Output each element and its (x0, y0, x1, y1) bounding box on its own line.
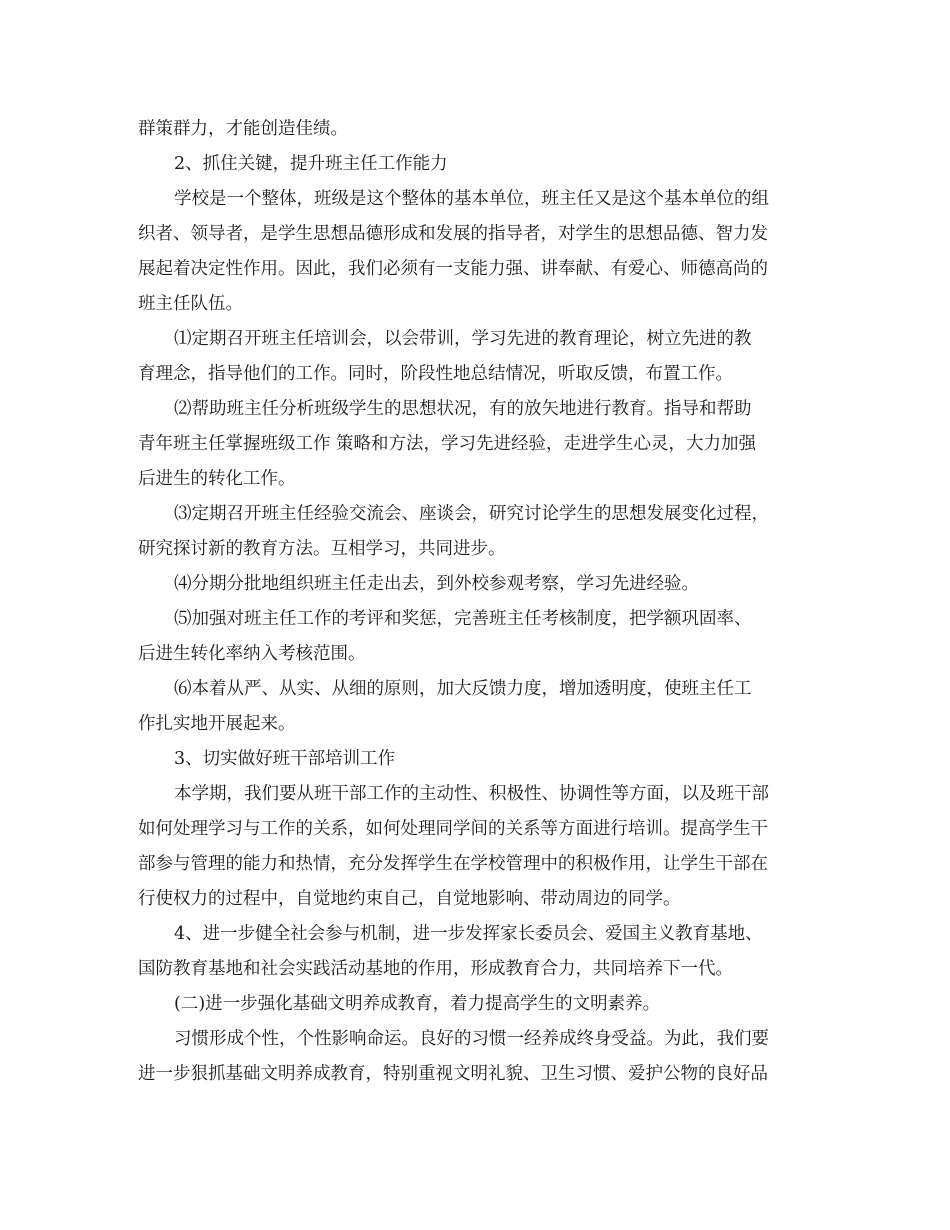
text-line: 本学期，我们要从班干部工作的主动性、积极性、协调性等方面，以及班干部 (174, 784, 769, 804)
section-heading: 2、抓住关键，提升班主任工作能力 (174, 154, 448, 174)
section-heading: (二)进一步强化基础文明养成教育，着力提高学生的文明素养。 (174, 994, 661, 1014)
text-line: ⑶定期召开班主任经验交流会、座谈会，研究讨论学生的思想发展变化过程， (174, 504, 769, 524)
text-line: ⑵帮助班主任分析班级学生的思想状况，有的放矢地进行教育。指导和帮助 (174, 399, 752, 419)
text-line: 后进生的转化工作。 (138, 469, 296, 489)
text-line: 班主任队伍。 (138, 294, 243, 314)
text-line: 学校是一个整体，班级是这个整体的基本单位，班主任又是这个基本单位的组 (174, 189, 769, 209)
text-line: 行使权力的过程中，自觉地约束自己，自觉地影响、带动周边的同学。 (138, 889, 681, 909)
text-line: 国防教育基地和社会实践活动基地的作用，形成教育合力，共同培养下一代。 (138, 959, 733, 979)
text-line: 习惯形成个性，个性影响命运。良好的习惯一经养成终身受益。为此，我们要 (174, 1029, 769, 1049)
text-line: 青年班主任掌握班级工作 策略和方法，学习先进经验，走进学生心灵，大力加强 (138, 434, 757, 454)
text-line: ⑸加强对班主任工作的考评和奖惩，完善班主任考核制度，把学额巩固率、 (174, 609, 752, 629)
text-line: ⑹本着从严、从实、从细的原则，加大反馈力度，增加透明度，使班主任工 (174, 679, 752, 699)
text-line: ⑴定期召开班主任培训会，以会带训，学习先进的教育理论，树立先进的教 (174, 329, 752, 349)
text-line: 展起着决定性作用。因此，我们必须有一支能力强、讲奉献、有爱心、师德高尚的 (138, 259, 768, 279)
text-line: 部参与管理的能力和热情，充分发挥学生在学校管理中的积极作用，让学生干部在 (138, 854, 768, 874)
text-line: 研究探讨新的教育方法。互相学习，共同进步。 (138, 539, 506, 559)
text-line: 织者、领导者，是学生思想品德形成和发展的指导者，对学生的思想品德、智力发 (138, 224, 768, 244)
text-line: ⑷分期分批地组织班主任走出去，到外校参观考察，学习先进经验。 (174, 574, 699, 594)
text-line: 育理念，指导他们的工作。同时，阶段性地总结情况，听取反馈，布置工作。 (138, 364, 733, 384)
text-line: 进一步狠抓基础文明养成教育，特别重视文明礼貌、卫生习惯、爱护公物的良好品 (138, 1064, 768, 1084)
text-line: 后进生转化率纳入考核范围。 (138, 644, 366, 664)
text-line: 如何处理学习与工作的关系，如何处理同学间的关系等方面进行培训。提高学生干 (138, 819, 768, 839)
text-line: 作扎实地开展起来。 (138, 714, 296, 734)
section-heading: 3、切实做好班干部培训工作 (174, 749, 396, 769)
text-line: 群策群力，才能创造佳绩。 (138, 119, 348, 139)
section-heading: 4、进一步健全社会参与机制，进一步发挥家长委员会、爱国主义教育基地、 (174, 924, 763, 944)
